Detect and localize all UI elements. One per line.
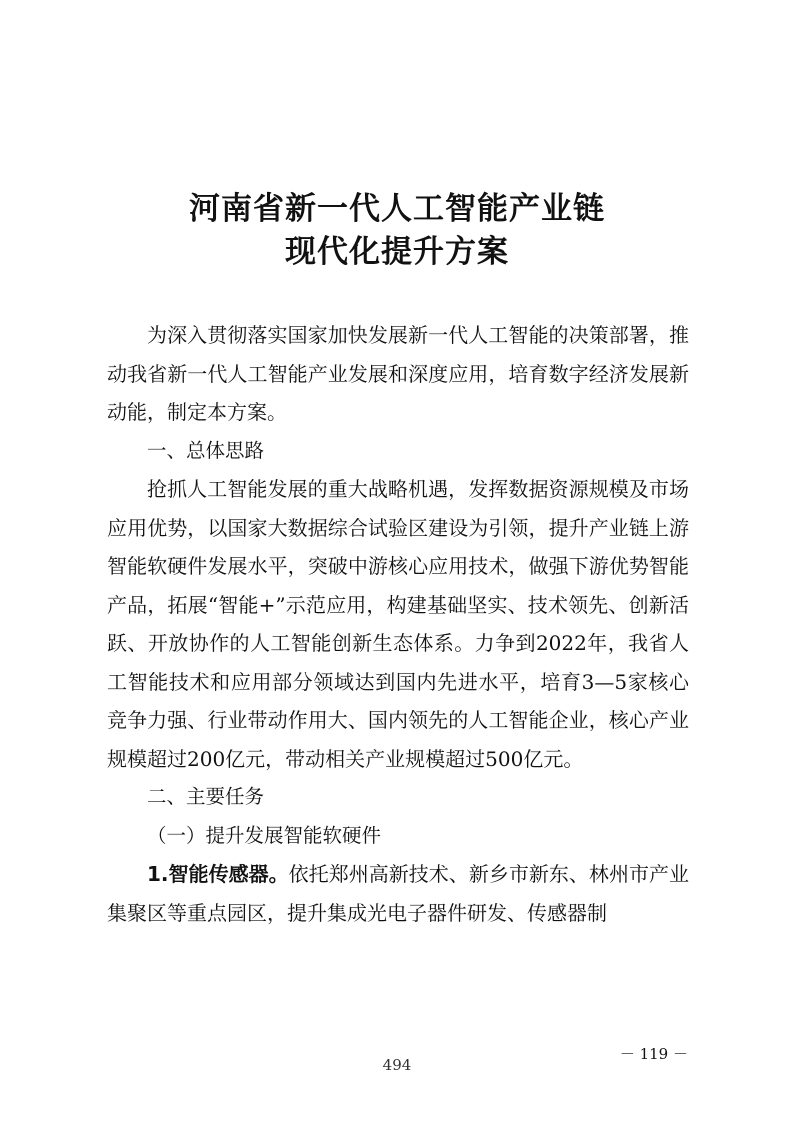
item-1-paragraph (107, 855, 689, 932)
section-1-heading: 一、总体思路 (147, 438, 265, 462)
section-1-paragraph: 抢抓人工智能发展的重大战略机遇，发挥数据资源规模及市场应用优势，以国家大数据综合试验区建设为引领，提升产业链上游智能软硬件发展水平，突破中游核心应用技术，做强下游优势智能产品，拓展“智能+”示范应用，构建基础坚实、技术领先、创新活跃、开放协作的人工智能创新生态体系。力争到2022年，我省人工智能技术和应用部分领域达到国内先进水平，培育3—5家核心竞争力强、行业带动作用大、国内领先的人工智能企业，核心产业规模超过200亿元，带动相关产业规模超过500亿元。 (107, 477, 689, 771)
intro-paragraph: 为深入贯彻落实国家加快发展新一代人工智能的决策部署，推动我省新一代人工智能产业发展和深度应用，培育数字经济发展新动能，制定本方案。 (107, 323, 689, 424)
body-text (107, 316, 689, 932)
item-1-label: 1.智能传感器。 (147, 862, 289, 886)
item-1-text: 依托郑州高新技术、新乡市新东、林州市产业集聚区等重点园区，提升集成光电子器件研发、传感器制 (107, 862, 690, 925)
footer-number: 494 (382, 1056, 412, 1074)
page-number: － 119 － (619, 1045, 688, 1063)
section-2-heading: 二、主要任务 (147, 785, 265, 808)
section-2-subheading: （一）提升发展智能软硬件 (147, 823, 382, 847)
title-line-1: 河南省新一代人工智能产业链 (189, 191, 605, 227)
title-line-2: 现代化提升方案 (285, 234, 509, 270)
